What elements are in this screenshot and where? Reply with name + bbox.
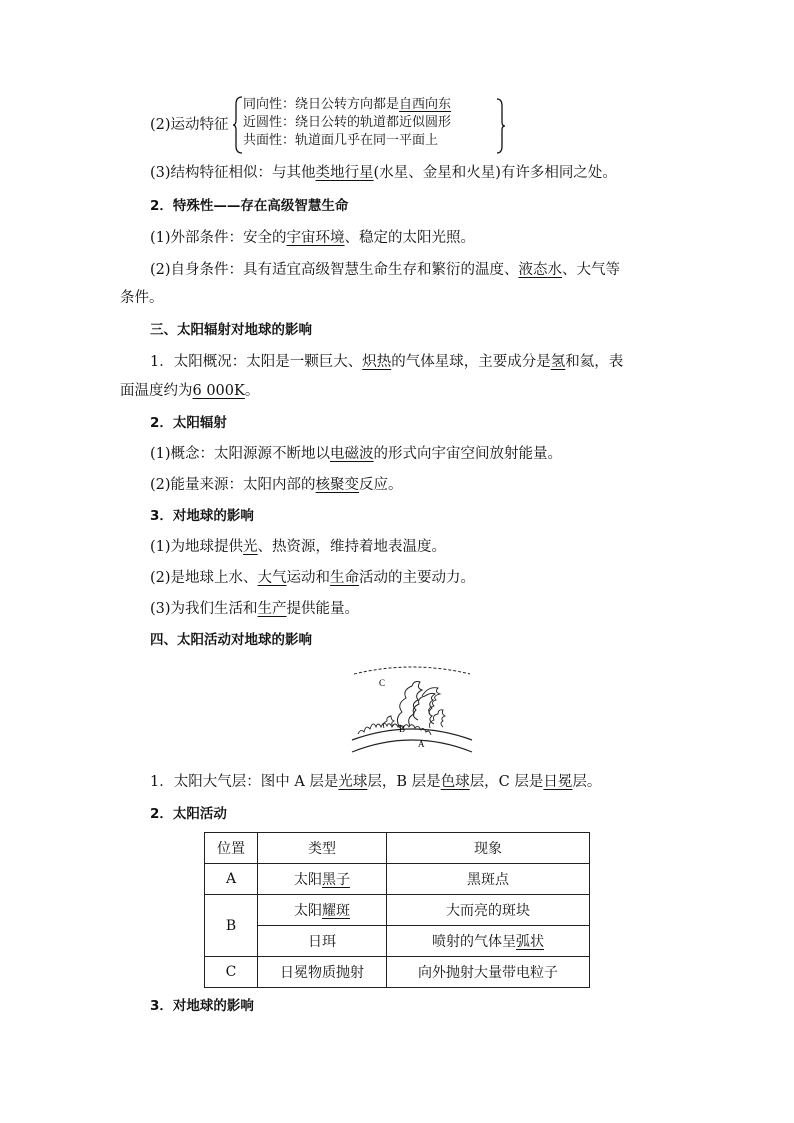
figure-label-b: B — [399, 724, 406, 734]
table-row — [205, 864, 590, 895]
table-cell-type: 太阳黑子 — [258, 864, 387, 895]
figure-label-c: C — [379, 678, 386, 688]
motion-term: 近圆性 — [243, 115, 283, 130]
heading-radiation: 2．太阳辐射 — [150, 415, 227, 431]
heading-special: 2．特殊性——存在高级智慧生命 — [150, 198, 349, 214]
table-header: 现象 — [387, 833, 590, 864]
table-header-row — [205, 833, 590, 864]
table-row — [205, 926, 590, 957]
motion-item-3: 共面性：轨道面几乎在同一平面上 — [243, 133, 439, 148]
motion-item-2: 近圆性：绕日公转的轨道都近似圆形 — [243, 115, 452, 130]
table-cell-position: C — [205, 957, 258, 988]
solar-activity-table — [204, 832, 590, 988]
motion-label: (2)运动特征 — [150, 117, 229, 133]
self-conditions: (2)自身条件：具有适宜高级智慧生命生存和繁衍的温度、液态水、大气等 — [150, 262, 621, 278]
table-row — [205, 895, 590, 926]
motion-term: 共面性 — [243, 133, 283, 148]
motion-item-1: 同向性：绕日公转方向都是自西向东 — [243, 97, 452, 112]
table-header: 位置 — [205, 833, 258, 864]
section-heading-3: 三、太阳辐射对地球的影响 — [150, 322, 312, 338]
motion-term: 同向性 — [243, 97, 283, 112]
structure-paragraph: (3)结构特征相似：与其他类地行星(水星、金星和火星)有许多相同之处。 — [150, 165, 617, 181]
heading-impact: 3．对地球的影响 — [150, 508, 254, 524]
self-conditions-line2: 条件。 — [120, 290, 164, 306]
impact-item-1: (1)为地球提供光、热资源，维持着地表温度。 — [150, 539, 447, 555]
table-cell-type: 日珥 — [258, 926, 387, 957]
heading-solar-activity: 2．太阳活动 — [150, 806, 227, 822]
impact-item-2: (2)是地球上水、大气运动和生命活动的主要动力。 — [150, 570, 476, 586]
table-cell-type: 太阳耀斑 — [258, 895, 387, 926]
table-cell-phenomenon: 大而亮的斑块 — [387, 895, 590, 926]
impact-item-3: (3)为我们生活和生产提供能量。 — [150, 601, 360, 617]
table-cell-type: 日冕物质抛射 — [258, 957, 387, 988]
radiation-concept: (1)概念：太阳源源不断地以电磁波的形式向宇宙空间放射能量。 — [150, 446, 563, 462]
table-row — [205, 957, 590, 988]
heading-impact-2: 3．对地球的影响 — [150, 998, 254, 1014]
external-conditions: (1)外部条件：安全的宇宙环境、稳定的太阳光照。 — [150, 230, 476, 246]
figure-label-a: A — [418, 739, 425, 749]
table-cell-phenomenon: 喷射的气体呈弧状 — [387, 926, 590, 957]
table-cell-phenomenon: 黑斑点 — [387, 864, 590, 895]
solar-atmosphere-figure — [348, 662, 476, 758]
sun-overview: 1．太阳概况：太阳是一颗巨大、炽热的气体星球，主要成分是氢和氦，表 — [150, 354, 624, 370]
radiation-energy: (2)能量来源：太阳内部的核聚变反应。 — [150, 477, 403, 493]
table-cell-position: B — [205, 895, 258, 957]
sun-overview-line2: 面温度约为6 000K。 — [120, 383, 260, 399]
table-cell-phenomenon: 向外抛射大量带电粒子 — [387, 957, 590, 988]
right-brace-icon — [496, 98, 506, 154]
table-header: 类型 — [258, 833, 387, 864]
solar-layers: 1．太阳大气层：图中 A 层是光球层，B 层是色球层，C 层是日冕层。 — [150, 774, 602, 790]
section-heading-4: 四、太阳活动对地球的影响 — [150, 632, 312, 648]
table-cell-position: A — [205, 864, 258, 895]
